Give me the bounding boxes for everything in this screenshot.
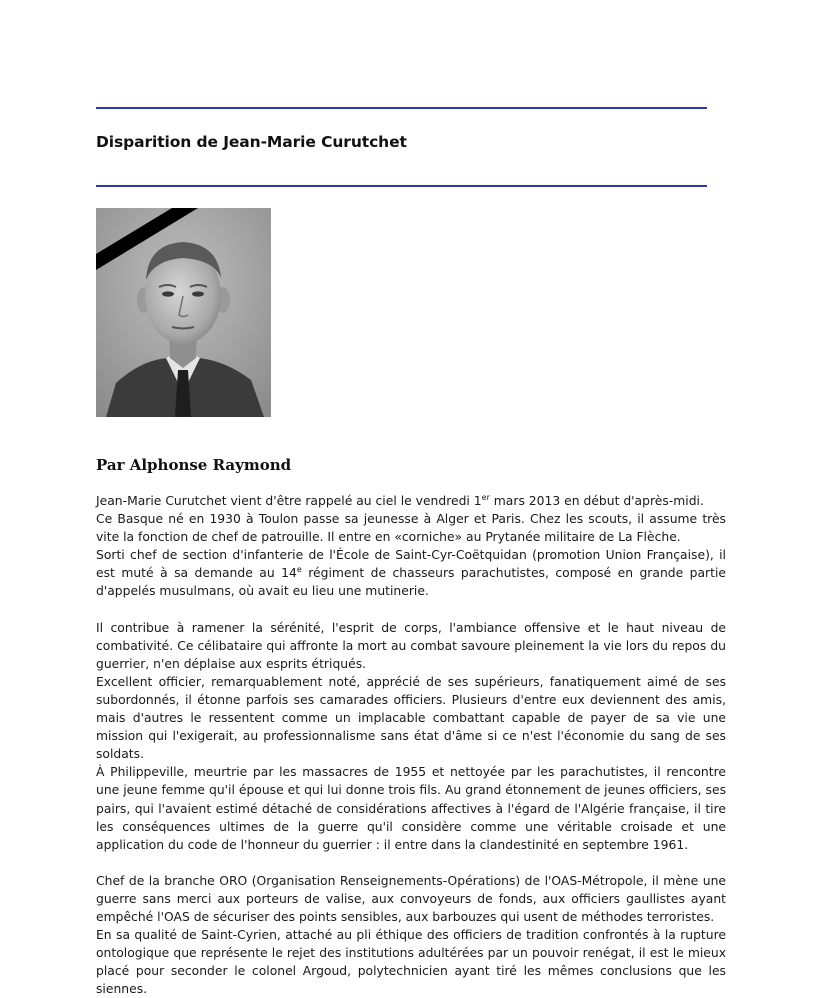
paragraph: Chef de la branche ORO (Organisation Renseignements-Opérations) de l'OAS-Métropole, il mène une guerre sans merci aux porteurs de valise, aux convoyeurs de fonds, aux officiers gaullistes ayant empêché l'OAS de sécuriser des points sensibles, aux barbouzes qui usent de méthodes terroristes.: [96, 873, 726, 924]
portrait-photo: [96, 208, 271, 417]
paragraph: Il contribue à ramener la sérénité, l'esprit de corps, l'ambiance offensive et le haut niveau de combativité. Ce célibataire qui affronte la mort au combat savoure pleinement la vie lors du repos du guerrier, n'en déplaise aux esprits étriqués.: [96, 620, 726, 671]
paragraph: Ce Basque né en 1930 à Toulon passe sa jeunesse à Alger et Paris. Chez les scouts, il assume très vite la fonction de chef de patrouille. Il entre en «corniche» au Prytanée militaire de La Flèche.: [96, 512, 726, 545]
paragraph: À Philippeville, meurtrie par les massacres de 1955 et nettoyée par les parachutistes, il rencontre une jeune femme qu'il épouse et qui lui donne trois fils. Au grand étonnement de jeunes officiers, ses pairs, qui l'avaient estimé détaché de considérations affectives à l'égard de l'Algérie française, il tire les conséquences ultimes de la guerre qu'il considère comme une véritable croisade et une application du code de l'honneur du guerrier : il entre dans la clandestinité en septembre 1961.: [96, 765, 726, 852]
article-title: Disparition de Jean-Marie Curutchet: [96, 133, 407, 151]
paragraph: Jean-Marie Curutchet vient d'être rappelé au ciel le vendredi 1er mars 2013 en début d'après-midi.: [96, 493, 704, 508]
author-byline: Par Alphonse Raymond: [96, 456, 292, 474]
article-body: [96, 492, 726, 998]
top-rule: [96, 107, 707, 109]
bottom-rule: [96, 185, 707, 187]
portrait-photo-illustration: [96, 208, 271, 417]
paragraph: Excellent officier, remarquablement noté, apprécié de ses supérieurs, fanatiquement aimé de ses subordonnés, il étonne parfois ses camarades officiers. Plusieurs d'entre eux deviennent des amis, mais d'autres le ressentent comme un implacable combattant capable de payer de sa vie une mission qui l'exigerait, au professionnalisme sans état d'âme si ce n'est l'économie du sang de ses soldats.: [96, 674, 726, 762]
paragraph: En sa qualité de Saint-Cyrien, attaché au pli éthique des officiers de tradition confrontés à la rupture ontologique que représente le rejet des institutions adultérées par un pouvoir renégat, il est le mieux placé pour seconder le colonel Argoud, polytechnicien ayant tiré les mêmes conclusions que les siennes.: [96, 928, 726, 997]
paragraph: Sorti chef de section d'infanterie de l'École de Saint-Cyr-Coëtquidan (promotion Union Française), il est muté à sa demande au 14e régiment de chasseurs parachutistes, composé en grande partie d'appelés musulmans, où avait eu lieu une mutinerie.: [96, 548, 726, 599]
